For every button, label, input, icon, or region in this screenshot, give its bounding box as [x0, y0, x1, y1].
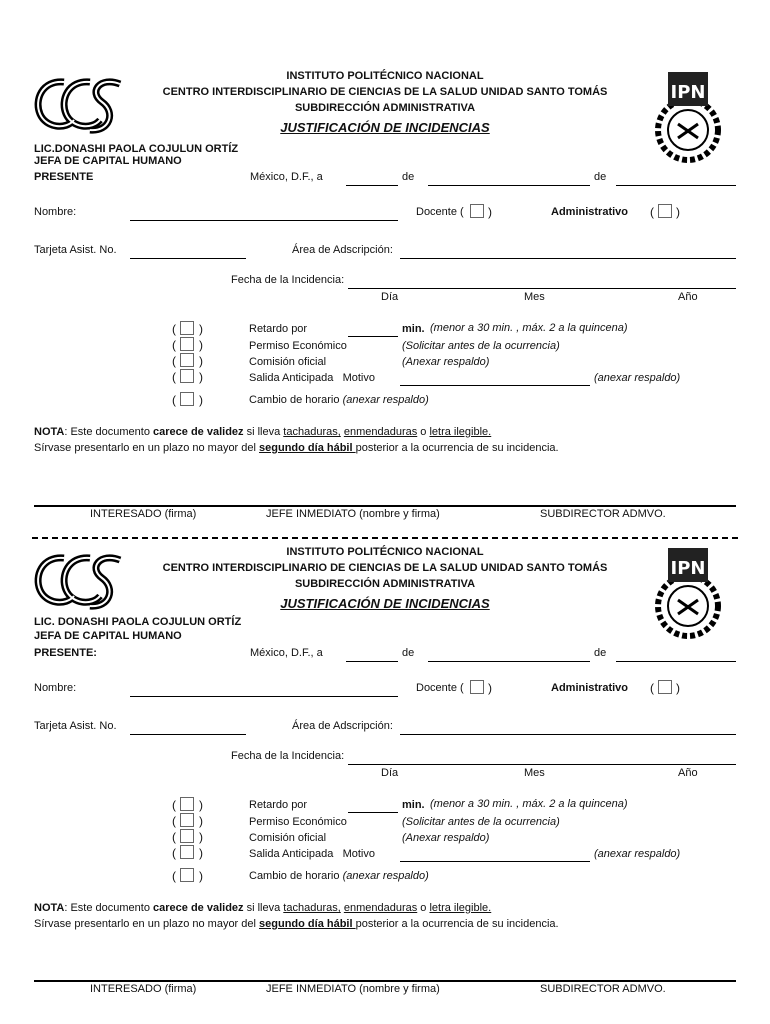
comision-checkbox[interactable] — [180, 829, 194, 843]
form-bottom — [0, 476, 770, 995]
paren-open: ( — [172, 370, 176, 384]
paren-close: ) — [199, 393, 203, 407]
retardo-note: (menor a 30 min. , máx. 2 a la quincena) — [430, 798, 628, 810]
administrativo-checkbox[interactable] — [658, 204, 672, 218]
nota-letra: letra ilegible. — [429, 902, 492, 914]
nota-segundo: segundo día hábil — [259, 918, 356, 930]
paren-open: ( — [172, 830, 176, 844]
cambio-label: Cambio de horario — [249, 394, 340, 406]
paren-close: ) — [199, 869, 203, 883]
area-line[interactable] — [400, 734, 736, 735]
ipn-logo — [654, 68, 722, 166]
mes-label: Mes — [524, 291, 545, 303]
mes-label: Mes — [524, 767, 545, 779]
administrativo-label: Administrativo — [551, 682, 629, 694]
center-title: CENTRO INTERDISCIPLINARIO DE CIENCIAS DE LA SALUD UNIDAD SANTO TOMÁS — [162, 562, 608, 574]
tarjeta-line[interactable] — [130, 258, 246, 259]
paren-close: ) — [199, 798, 203, 812]
nota-line-2 — [34, 442, 559, 454]
fecha-label: Fecha de la Incidencia: — [231, 274, 345, 286]
salida-label: Salida Anticipada Motivo — [249, 848, 375, 860]
nota-text: si lleva — [243, 902, 284, 914]
admin-paren-close: ) — [676, 205, 680, 219]
salida-note: (anexar respaldo) — [594, 372, 681, 384]
dia-label: Día — [381, 767, 399, 779]
nota-line-2 — [34, 918, 559, 930]
interesado-label: INTERESADO (firma) — [90, 983, 197, 995]
docente-label: Docente ( — [416, 682, 464, 694]
nota-enmendaduras: enmendaduras — [343, 902, 418, 914]
nombre-label: Nombre: — [34, 206, 77, 218]
form-title: JUSTIFICACIÓN DE INCIDENCIAS — [280, 120, 490, 135]
retardo-label: Retardo por — [249, 799, 308, 811]
nota-label: NOTA — [34, 426, 65, 438]
salida-note: (anexar respaldo) — [594, 848, 681, 860]
paren-close: ) — [199, 830, 203, 844]
year-line[interactable] — [616, 661, 736, 662]
cambio-line — [249, 870, 429, 882]
docente-paren: ) — [488, 205, 492, 219]
subdirector-label: SUBDIRECTOR ADMVO. — [540, 508, 666, 520]
tarjeta-label: Tarjeta Asist. No. — [34, 720, 117, 732]
salida-checkbox[interactable] — [180, 845, 194, 859]
nota-segundo: segundo día hábil — [259, 442, 356, 454]
admin-paren-open: ( — [650, 205, 654, 219]
paren-open: ( — [172, 354, 176, 368]
presente-label: PRESENTE — [34, 171, 94, 183]
nota-line-1 — [34, 426, 491, 438]
nota-text: Sírvase presentarlo en un plazo no mayor del — [34, 442, 260, 454]
institution-title: INSTITUTO POLITÉCNICO NACIONAL — [286, 546, 484, 558]
area-label: Área de Adscripción: — [292, 244, 393, 256]
month-line[interactable] — [428, 661, 590, 662]
subdireccion-title: SUBDIRECCIÓN ADMINISTRATIVA — [294, 102, 476, 114]
date-de-2: de — [594, 171, 607, 183]
date-de-2: de — [594, 647, 607, 659]
nota-line-1 — [34, 902, 491, 914]
year-line[interactable] — [616, 185, 736, 186]
salida-label: Salida Anticipada Motivo — [249, 372, 375, 384]
addressee-name: LIC.DONASHI PAOLA COJULUN ORTÍZ — [34, 143, 239, 155]
presente-label: PRESENTE: — [34, 647, 97, 659]
subdireccion-title: SUBDIRECCIÓN ADMINISTRATIVA — [294, 578, 476, 590]
nombre-line[interactable] — [130, 220, 398, 221]
administrativo-checkbox[interactable] — [658, 680, 672, 694]
nota-label: NOTA — [34, 902, 65, 914]
permiso-checkbox[interactable] — [180, 813, 194, 827]
comision-note: (Anexar respaldo) — [402, 356, 490, 368]
form-title: JUSTIFICACIÓN DE INCIDENCIAS — [280, 596, 490, 611]
addressee-role: JEFA DE CAPITAL HUMANO — [34, 155, 182, 167]
cambio-note: (anexar respaldo) — [342, 870, 429, 882]
dia-label: Día — [381, 291, 399, 303]
nota-text: si lleva — [243, 426, 284, 438]
comision-label: Comisión oficial — [249, 356, 327, 368]
date-place: México, D.F., a — [250, 647, 323, 659]
paren-open: ( — [172, 814, 176, 828]
cambio-checkbox[interactable] — [180, 868, 194, 882]
retardo-label: Retardo por — [249, 323, 308, 335]
docente-checkbox[interactable] — [470, 680, 484, 694]
day-line[interactable] — [346, 185, 398, 186]
paren-close: ) — [199, 814, 203, 828]
comision-checkbox[interactable] — [180, 353, 194, 367]
ccs-logo — [30, 70, 130, 142]
min-label: min. — [402, 799, 425, 811]
subdirector-label: SUBDIRECTOR ADMVO. — [540, 983, 666, 995]
docente-paren: ) — [488, 681, 492, 695]
cambio-label: Cambio de horario — [249, 870, 340, 882]
permiso-label: Permiso Económico — [249, 816, 347, 828]
date-de-1: de — [402, 171, 415, 183]
anio-label: Año — [678, 767, 698, 779]
paren-close: ) — [199, 846, 203, 860]
nombre-label: Nombre: — [34, 682, 77, 694]
area-line[interactable] — [400, 258, 736, 259]
retardo-checkbox[interactable] — [180, 797, 194, 811]
nota-enmendaduras: enmendaduras — [343, 426, 418, 438]
comision-label: Comisión oficial — [249, 832, 327, 844]
fecha-line[interactable] — [348, 288, 736, 289]
paren-close: ) — [199, 370, 203, 384]
nota-text: : Este documento — [64, 902, 154, 914]
nota-carece: carece de validez — [153, 902, 244, 914]
jefe-label: JEFE INMEDIATO (nombre y firma) — [266, 983, 440, 995]
nota-text: posterior a la ocurrencia de su incidencia. — [355, 918, 559, 930]
area-label: Área de Adscripción: — [292, 720, 393, 732]
paren-close: ) — [199, 322, 203, 336]
jefe-label: JEFE INMEDIATO (nombre y firma) — [266, 508, 440, 520]
permiso-note: (Solicitar antes de la ocurrencia) — [402, 340, 560, 352]
nota-carece: carece de validez — [153, 426, 244, 438]
motivo-line[interactable] — [400, 385, 590, 386]
retardo-line[interactable] — [348, 812, 398, 813]
nota-text: posterior a la ocurrencia de su incidencia. — [355, 442, 559, 454]
comision-note: (Anexar respaldo) — [402, 832, 490, 844]
cambio-line — [249, 394, 429, 406]
addressee-role: JEFA DE CAPITAL HUMANO — [34, 630, 182, 642]
signature-line[interactable] — [34, 980, 736, 982]
admin-paren-close: ) — [676, 681, 680, 695]
ipn-logo — [654, 544, 722, 642]
retardo-line[interactable] — [348, 336, 398, 337]
addressee-name: LIC. DONASHI PAOLA COJULUN ORTÍZ — [34, 616, 242, 628]
fecha-label: Fecha de la Incidencia: — [231, 750, 345, 762]
paren-open: ( — [172, 846, 176, 860]
paren-open: ( — [172, 393, 176, 407]
min-label: min. — [402, 323, 425, 335]
motivo-line[interactable] — [400, 861, 590, 862]
paren-close: ) — [199, 354, 203, 368]
center-title: CENTRO INTERDISCIPLINARIO DE CIENCIAS DE LA SALUD UNIDAD SANTO TOMÁS — [162, 86, 608, 98]
administrativo-label: Administrativo — [551, 206, 629, 218]
tarjeta-line[interactable] — [130, 734, 246, 735]
paren-open: ( — [172, 338, 176, 352]
nota-tachaduras: tachaduras, — [283, 426, 341, 438]
permiso-note: (Solicitar antes de la ocurrencia) — [402, 816, 560, 828]
nota-text: Sírvase presentarlo en un plazo no mayor del — [34, 918, 260, 930]
day-line[interactable] — [346, 661, 398, 662]
fecha-line[interactable] — [348, 764, 736, 765]
nombre-line[interactable] — [130, 696, 398, 697]
svg-text:IPN: IPN — [670, 558, 706, 579]
tarjeta-label: Tarjeta Asist. No. — [34, 244, 117, 256]
anio-label: Año — [678, 291, 698, 303]
docente-label: Docente ( — [416, 206, 464, 218]
cambio-checkbox[interactable] — [180, 392, 194, 406]
paren-close: ) — [199, 338, 203, 352]
nota-tachaduras: tachaduras, — [283, 902, 341, 914]
date-place: México, D.F., a — [250, 171, 323, 183]
svg-text:IPN: IPN — [670, 82, 706, 103]
institution-title: INSTITUTO POLITÉCNICO NACIONAL — [286, 70, 484, 82]
date-de-1: de — [402, 647, 415, 659]
paren-open: ( — [172, 798, 176, 812]
admin-paren-open: ( — [650, 681, 654, 695]
cambio-note: (anexar respaldo) — [342, 394, 429, 406]
retardo-note: (menor a 30 min. , máx. 2 a la quincena) — [430, 322, 628, 334]
paren-open: ( — [172, 869, 176, 883]
salida-checkbox[interactable] — [180, 369, 194, 383]
interesado-label: INTERESADO (firma) — [90, 508, 197, 520]
permiso-checkbox[interactable] — [180, 337, 194, 351]
nota-text: o — [417, 426, 430, 438]
retardo-checkbox[interactable] — [180, 321, 194, 335]
nota-letra: letra ilegible. — [429, 426, 492, 438]
permiso-label: Permiso Económico — [249, 340, 347, 352]
ccs-logo — [30, 546, 130, 618]
nota-text: : Este documento — [64, 426, 154, 438]
month-line[interactable] — [428, 185, 590, 186]
nota-text: o — [417, 902, 430, 914]
paren-open: ( — [172, 322, 176, 336]
docente-checkbox[interactable] — [470, 204, 484, 218]
